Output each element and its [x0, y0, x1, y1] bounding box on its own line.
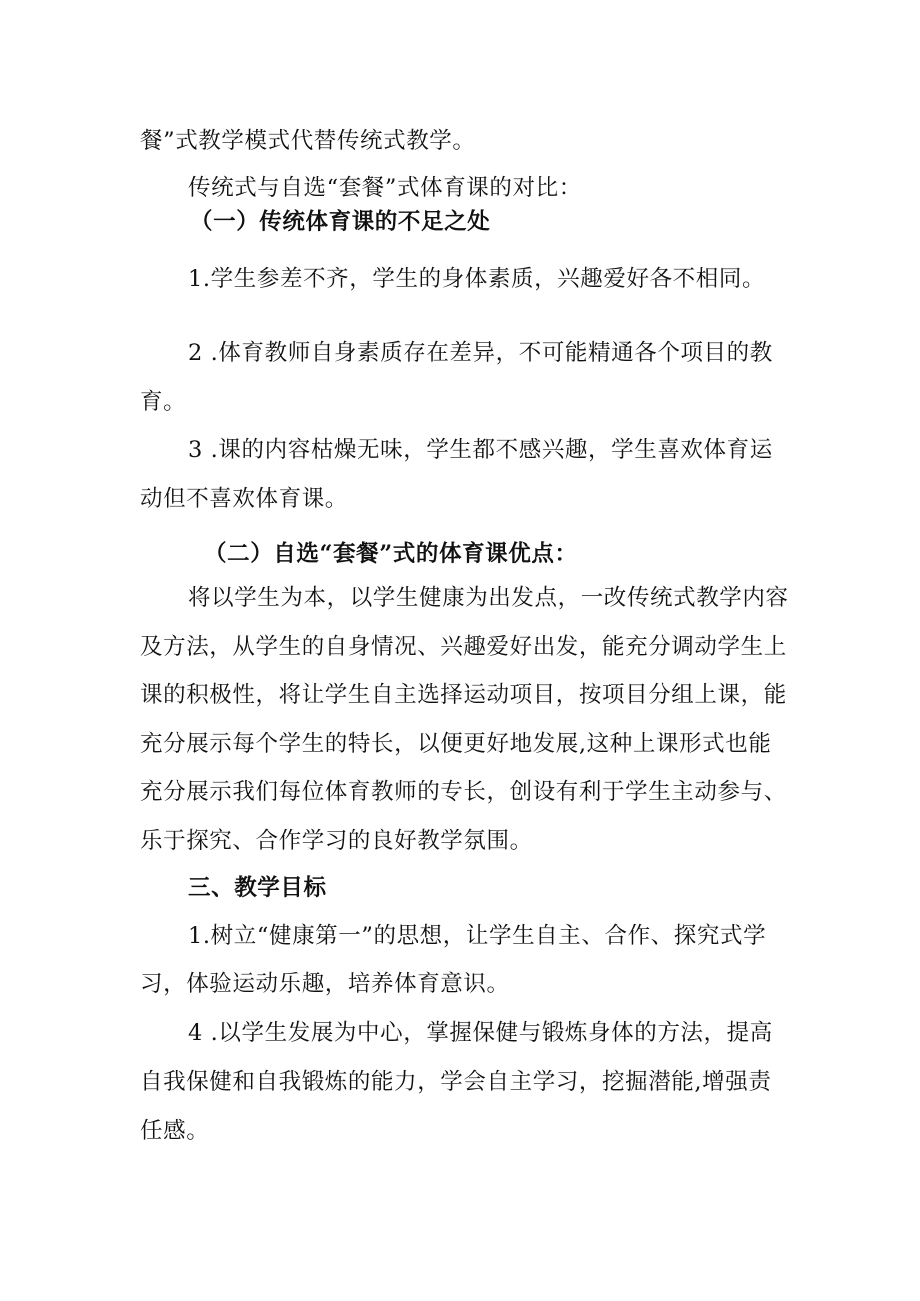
section-heading-teaching-goals: 三、教学目标 — [188, 875, 327, 901]
list-item-3-line-2: 动但不喜欢体育课。 — [140, 486, 348, 512]
goal-1-line-2: 习，体验运动乐趣，培养体育意识。 — [140, 971, 510, 997]
advantage-line-2: 及方法，从学生的自身情况、兴趣爱好出发，能充分调动学生上 — [140, 634, 787, 660]
list-item-3-line-1: 3 .课的内容枯燥无味，学生都不感兴趣，学生喜欢体育运 — [188, 437, 773, 463]
goal-1-line-1: 1.树立“健康第一”的思想，让学生自主、合作、探究式学 — [188, 923, 767, 949]
section-heading-optional-advantages: （二）自选“套餐”式的体育课优点： — [204, 541, 578, 567]
section-heading-traditional-shortcomings: （一）传统体育课的不足之处 — [190, 209, 491, 235]
intro-tail-line: 餐”式教学模式代替传统式教学。 — [140, 128, 476, 154]
list-item-2-line-2: 育。 — [140, 389, 187, 415]
advantage-line-6: 乐于探究、合作学习的良好教学氛围。 — [140, 828, 533, 854]
advantage-line-3: 课的积极性，将让学生自主选择运动项目，按项目分组上课，能 — [140, 682, 787, 708]
advantage-line-5: 充分展示我们每位体育教师的专长，创设有利于学生主动参与、 — [140, 779, 787, 805]
advantage-line-4: 充分展示每个学生的特长，以便更好地发展,这种上课形式也能 — [140, 731, 772, 757]
list-item-1: 1.学生参差不齐，学生的身体素质，兴趣爱好各不相同。 — [188, 266, 766, 292]
goal-4-line-2: 自我保健和自我锻炼的能力，学会自主学习，挖掘潜能,增强责 — [140, 1069, 772, 1095]
advantage-line-1: 将以学生为本，以学生健康为出发点，一改传统式教学内容 — [188, 585, 789, 611]
goal-4-line-1: 4 .以学生发展为中心，掌握保健与锻炼身体的方法，提高 — [188, 1020, 773, 1046]
list-item-2-line-1: 2 .体育教师自身素质存在差异，不可能精通各个项目的教 — [188, 340, 773, 366]
comparison-intro-line: 传统式与自选“套餐”式体育课的对比： — [188, 175, 582, 201]
goal-4-line-3: 任感。 — [140, 1118, 210, 1144]
